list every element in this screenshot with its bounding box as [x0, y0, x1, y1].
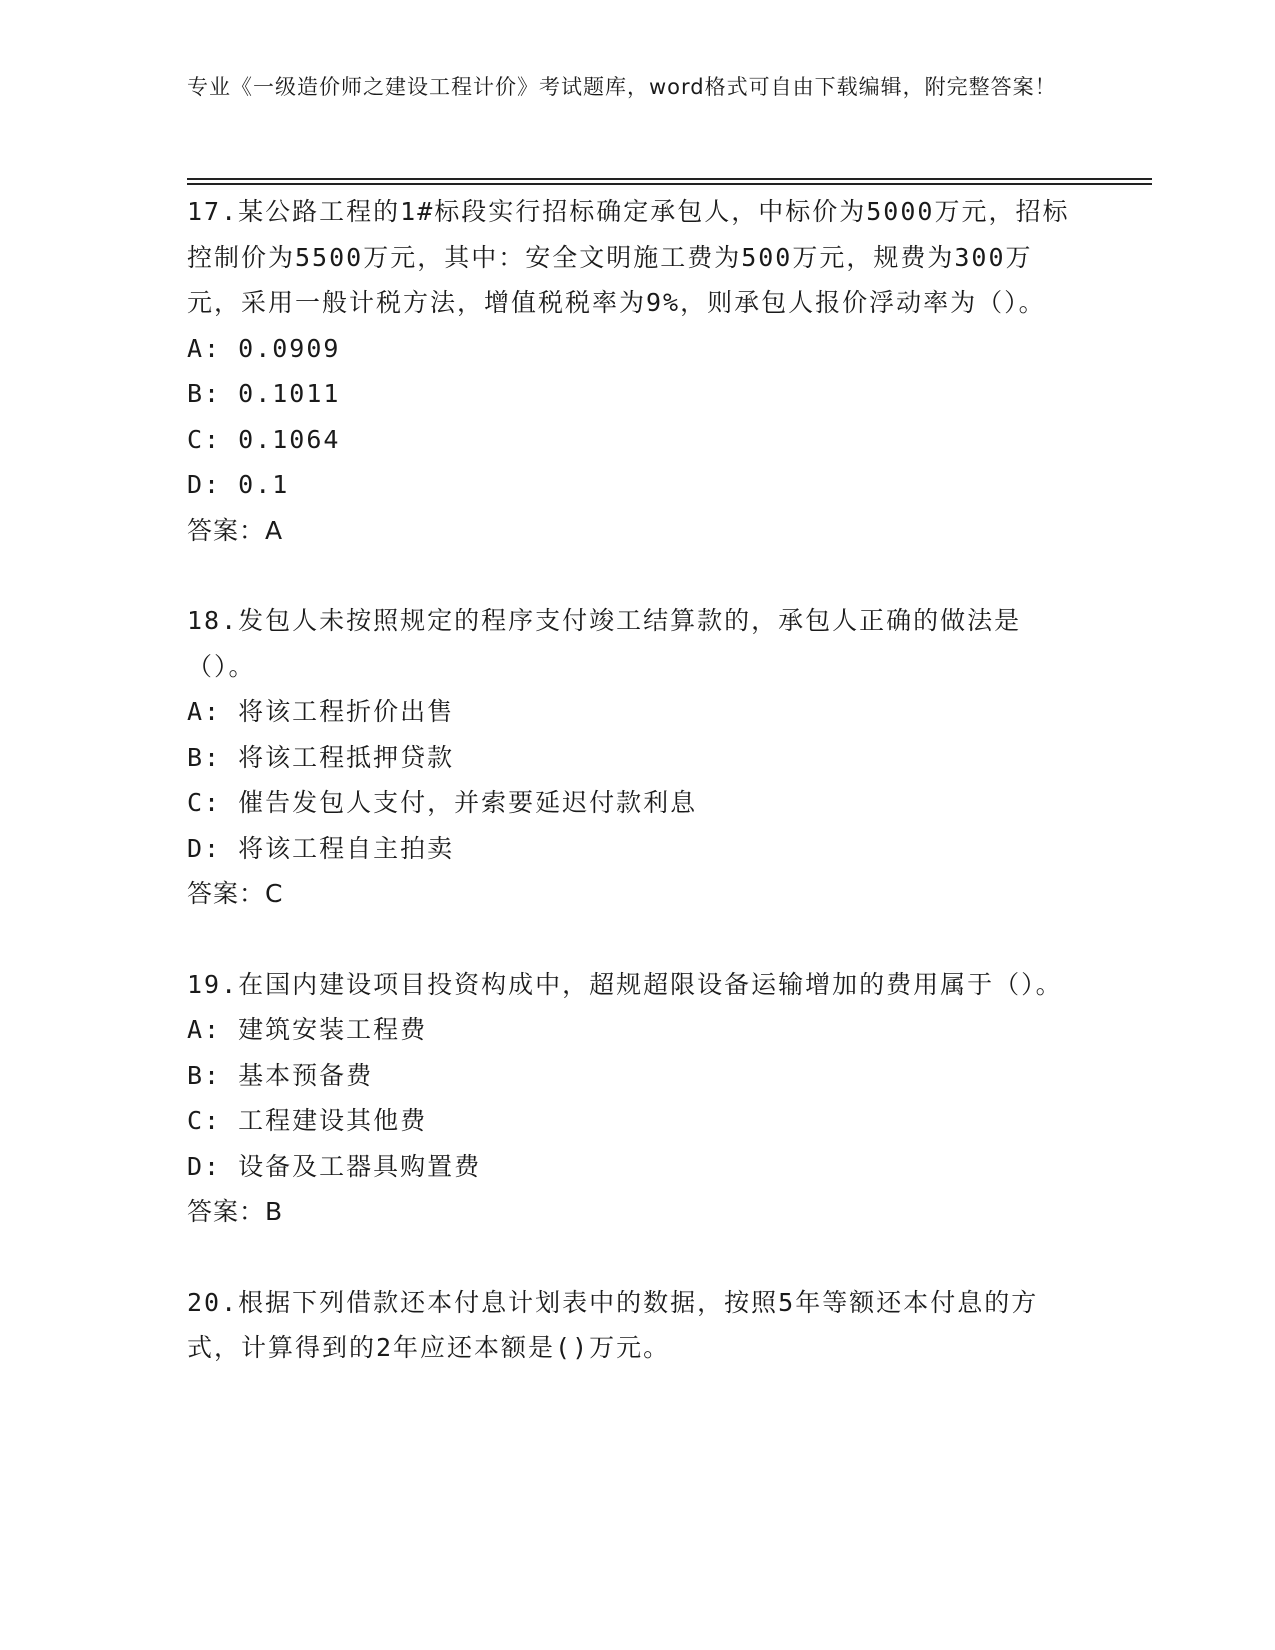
answer: 答案：B [187, 1197, 284, 1226]
option-c: C: 工程建设其他费 [187, 1106, 428, 1135]
option-a: A: 0.0909 [187, 333, 341, 363]
option-b: B: 0.1011 [187, 379, 341, 408]
question-19 [187, 962, 1087, 1235]
option-c: C: 催告发包人支付，并索要延迟付款利息 [187, 788, 698, 817]
option-b: B: 将该工程抵押贷款 [187, 742, 455, 772]
question-17 [187, 189, 1087, 553]
answer: 答案：A [187, 515, 284, 545]
question-stem: 17.某公路工程的1#标段实行招标确定承包人，中标价为5000万元，招标控制价为5500万元，其中：安全文明施工费为500万元，规费为300万元，采用一般计税方法，增值税税率为9%，则承包人报价浮动率为（）。 [187, 197, 1070, 317]
header-rule-bottom [187, 183, 1152, 185]
option-b: B: 基本预备费 [187, 1060, 374, 1090]
question-stem: 19.在国内建设项目投资构成中，超规超限设备运输增加的费用属于（）。 [187, 969, 1063, 999]
question-20 [187, 1280, 1087, 1371]
option-d: D: 将该工程自主拍卖 [187, 833, 455, 863]
option-d: D: 设备及工器具购置费 [187, 1151, 482, 1181]
question-list [187, 189, 1087, 1371]
question-stem: 20.根据下列借款还本付息计划表中的数据，按照5年等额还本付息的方式，计算得到的2年应还本额是()万元。 [187, 1287, 1039, 1362]
answer: 答案：C [187, 879, 284, 908]
option-a: A: 将该工程折价出售 [187, 697, 455, 726]
question-18 [187, 598, 1087, 917]
option-a: A: 建筑安装工程费 [187, 1015, 428, 1044]
question-stem: 18.发包人未按照规定的程序支付竣工结算款的，承包人正确的做法是（）。 [187, 606, 1022, 681]
document-header: 专业《一级造价师之建设工程计价》考试题库，word格式可自由下载编辑，附完整答案！ [187, 75, 1057, 99]
option-c: C: 0.1064 [187, 424, 341, 454]
option-d: D: 0.1 [187, 470, 290, 499]
header-rule-top [187, 178, 1152, 180]
